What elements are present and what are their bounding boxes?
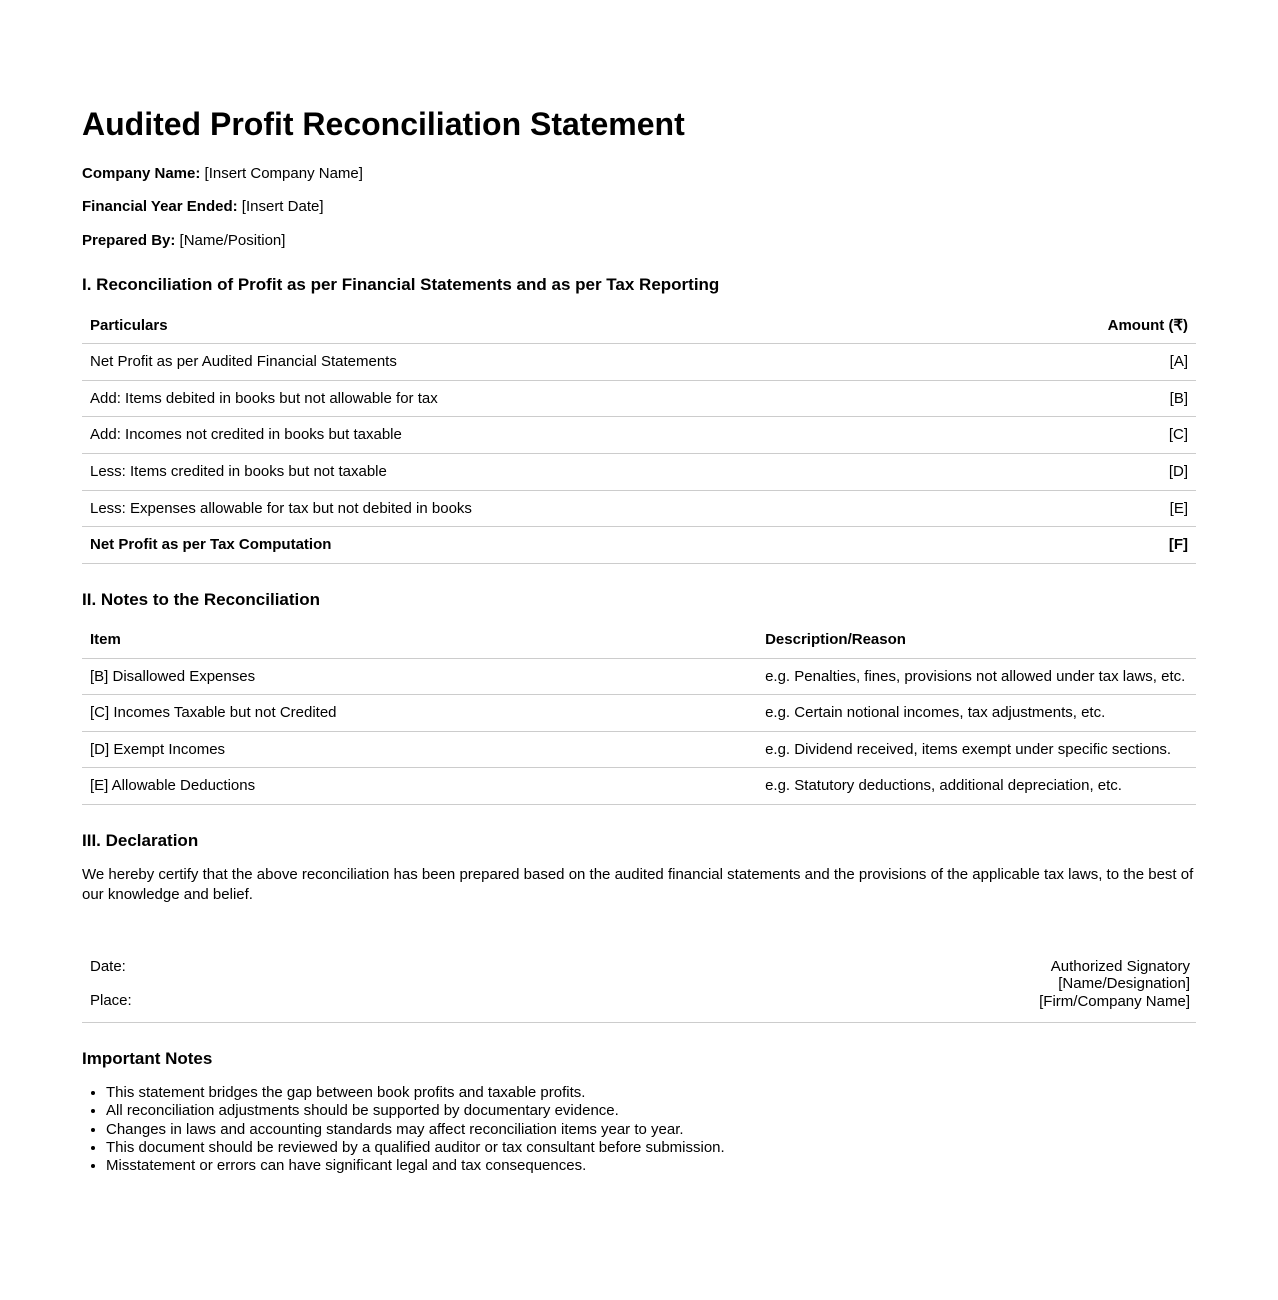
table-row xyxy=(82,490,1196,527)
header-amount: Amount (₹) xyxy=(1066,308,1196,344)
company-name-value: [Insert Company Name] xyxy=(204,164,363,182)
signature-right xyxy=(1039,958,1190,1011)
notes-table xyxy=(82,622,1196,805)
firm-company-name: [Firm/Company Name] xyxy=(1039,992,1190,1010)
description-cell: e.g. Certain notional incomes, tax adjustments, etc. xyxy=(757,695,1196,732)
reconciliation-table xyxy=(82,308,1196,564)
table-row xyxy=(82,380,1196,417)
amount-cell: [A] xyxy=(1066,344,1196,381)
amount-cell: [C] xyxy=(1066,417,1196,454)
section-2-heading: II. Notes to the Reconciliation xyxy=(82,589,321,609)
note-item: • This document should be reviewed by a qualified auditor or tax consultant before submission. xyxy=(106,1139,1196,1157)
section-1-heading: I. Reconciliation of Profit as per Financial Statements and as per Tax Reporting xyxy=(82,275,720,295)
note-item: • Misstatement or errors can have significant legal and tax consequences. xyxy=(106,1157,1196,1175)
header-item: Item xyxy=(82,622,757,658)
important-notes-list xyxy=(82,1084,1196,1176)
header-description: Description/Reason xyxy=(757,622,1196,658)
financial-year-value: [Insert Date] xyxy=(241,198,324,216)
note-item: • All reconciliation adjustments should be supported by documentary evidence. xyxy=(106,1102,1196,1120)
meta-prepared-by xyxy=(82,232,1196,250)
place-label: Place: xyxy=(90,992,132,1010)
company-name-label: Company Name: xyxy=(82,164,201,182)
declaration-text: We hereby certify that the above reconciliation has been prepared based on the audited financial statements and the provisions of the applicable tax laws, to the best of our knowledge and belief. xyxy=(82,866,1194,904)
table-row xyxy=(82,344,1196,381)
particulars-cell: Net Profit as per Tax Computation xyxy=(82,527,1066,564)
amount-cell: [F] xyxy=(1066,527,1196,564)
prepared-by-value: [Name/Position] xyxy=(179,231,286,249)
section-3-heading: III. Declaration xyxy=(82,830,199,850)
description-cell: e.g. Dividend received, items exempt under specific sections. xyxy=(757,731,1196,768)
table-header-row xyxy=(82,308,1196,344)
important-notes-heading: Important Notes xyxy=(82,1049,213,1069)
page-title: Audited Profit Reconciliation Statement xyxy=(82,106,685,142)
signature-left xyxy=(90,958,132,1010)
item-cell: [E] Allowable Deductions xyxy=(82,768,757,805)
item-cell: [B] Disallowed Expenses xyxy=(82,658,757,695)
amount-cell: [D] xyxy=(1066,454,1196,491)
table-row xyxy=(82,768,1196,805)
table-row xyxy=(82,731,1196,768)
item-cell: [D] Exempt Incomes xyxy=(82,731,757,768)
particulars-cell: Net Profit as per Audited Financial Statements xyxy=(82,344,1066,381)
authorized-signatory: Authorized Signatory xyxy=(1050,957,1190,975)
table-header-row xyxy=(82,622,1196,658)
name-designation: [Name/Designation] xyxy=(1058,975,1190,993)
description-cell: e.g. Statutory deductions, additional depreciation, etc. xyxy=(757,768,1196,805)
signature-block xyxy=(82,958,1196,1024)
description-cell: e.g. Penalties, fines, provisions not allowed under tax laws, etc. xyxy=(757,658,1196,695)
date-label: Date: xyxy=(90,957,126,975)
particulars-cell: Less: Items credited in books but not taxable xyxy=(82,454,1066,491)
note-item: • This statement bridges the gap between book profits and taxable profits. xyxy=(106,1084,1196,1102)
table-row xyxy=(82,454,1196,491)
item-cell: [C] Incomes Taxable but not Credited xyxy=(82,695,757,732)
amount-cell: [B] xyxy=(1066,380,1196,417)
prepared-by-label: Prepared By: xyxy=(82,231,176,249)
table-row xyxy=(82,417,1196,454)
table-row-total xyxy=(82,527,1196,564)
table-row xyxy=(82,695,1196,732)
financial-year-label: Financial Year Ended: xyxy=(82,198,238,216)
particulars-cell: Add: Incomes not credited in books but taxable xyxy=(82,417,1066,454)
particulars-cell: Add: Items debited in books but not allowable for tax xyxy=(82,380,1066,417)
amount-cell: [E] xyxy=(1066,490,1196,527)
particulars-cell: Less: Expenses allowable for tax but not debited in books xyxy=(82,490,1066,527)
meta-company-name xyxy=(82,165,1196,183)
meta-financial-year xyxy=(82,198,1196,216)
table-row xyxy=(82,658,1196,695)
note-item: • Changes in laws and accounting standards may affect reconciliation items year to year. xyxy=(106,1121,1196,1139)
header-particulars: Particulars xyxy=(82,308,1066,344)
